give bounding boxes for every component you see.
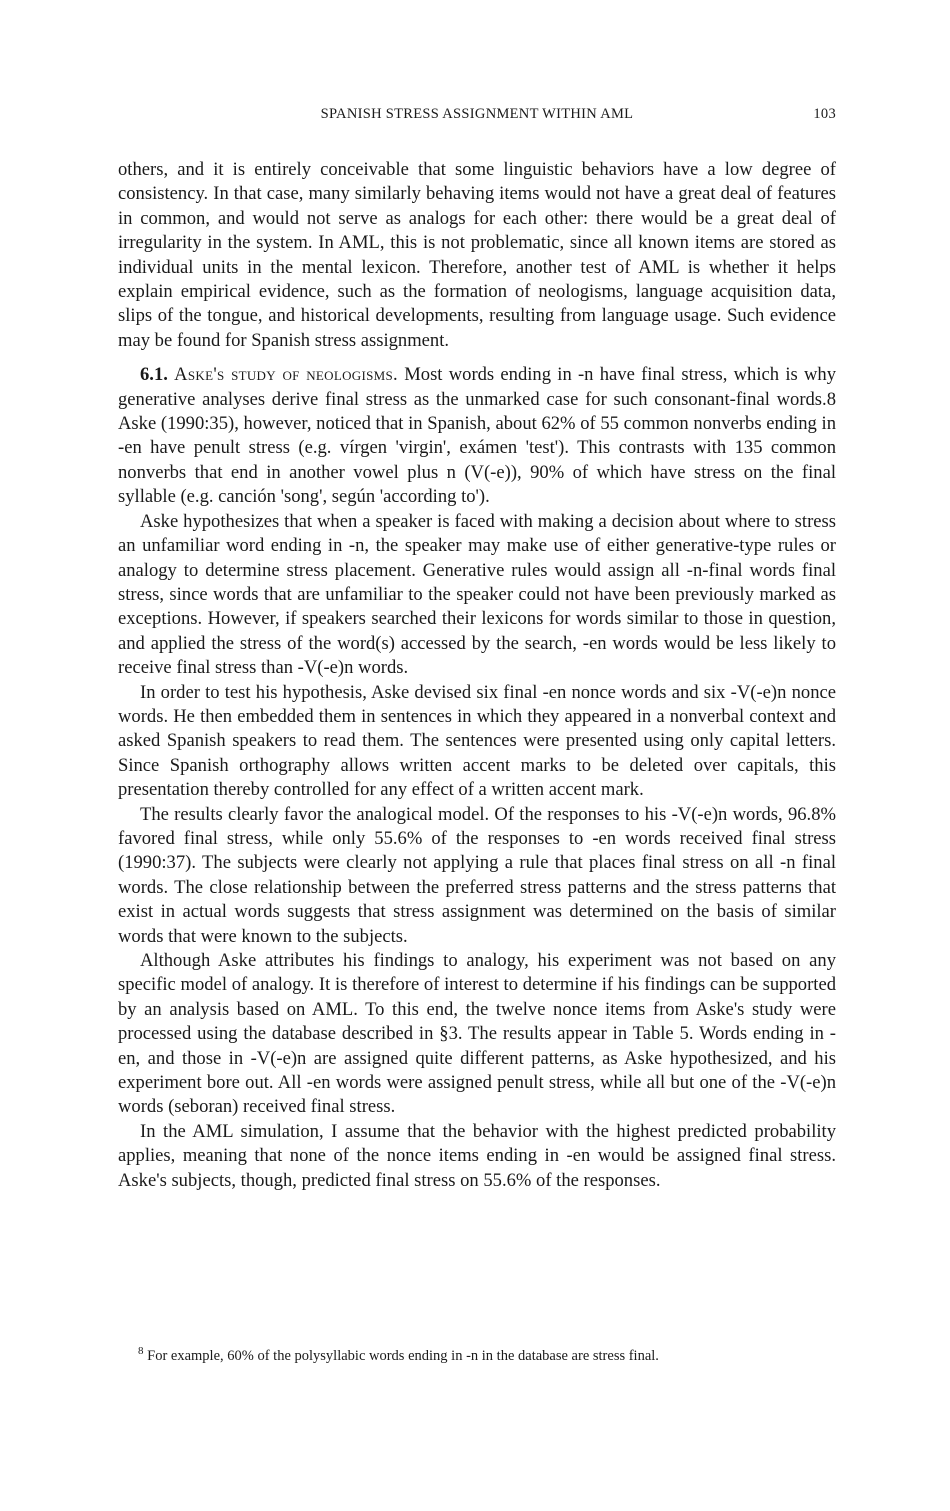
footnote-marker: 8 [138, 1345, 144, 1358]
section-heading: Aske's study of neologisms. [174, 364, 398, 386]
section-number: 6.1. [140, 364, 168, 386]
paragraph: Although Aske attributes his findings to analogy, his experiment was not based on any specific model of analogy. It is therefore of interest to determine if his findings can be supported by an analysis based on AML. To this end, the twelve nonce items from Aske's study were processed using the database described in §3. The results appear in Table 5. Words ending in -en, and those in -V(-e)n are assigned quite different patterns, as Aske hypothesized, and his experiment bore out. All -en words were assigned penult stress, while all but one of the -V(-e)n words (seboran) received final stress. [118, 950, 836, 1118]
paragraph: others, and it is entirely conceivable that some linguistic behaviors have a low degree of consistency. In that case, many similarly behaving items would not have a great deal of features in common, and would not serve as analogs for each other: there would be a great deal of irregularity in the system. In AML, this is not problematic, since all known items are stored as individual units in the mental lexicon. Therefore, another test of AML is whether it helps explain empirical evidence, such as the formation of neologisms, language acquisition data, slips of the tongue, and historical developments, resulting from language usage. Such evidence may be found for Spanish stress assignment. [118, 159, 836, 351]
page-number: 103 [813, 106, 836, 122]
running-title: SPANISH STRESS ASSIGNMENT WITHIN AML [320, 106, 634, 122]
section-paragraph [118, 363, 836, 509]
paragraph: In order to test his hypothesis, Aske devised six final -en nonce words and six -V(-e)n nonce words. He then embedded them in sentences in which they appeared in a nonverbal context and asked Spanish speakers to read them. The sentences were presented using only capital letters. Since Spanish orthography allows written accent marks to be deleted over capitals, this presentation thereby controlled for any effect of a written accent mark. [118, 681, 836, 801]
footnote [118, 1346, 836, 1366]
paragraph: The results clearly favor the analogical model. Of the responses to his -V(-e)n words, 96.8% favored final stress, while only 55.6% of the responses to -en words received final stress (1990:37). The subjects were clearly not applying a rule that places final stress on all -n final words. The close relationship between the preferred stress patterns and the stress patterns that exist in actual words suggests that stress assignment was determined on the basis of similar words that were known to the subjects. [118, 803, 836, 947]
paragraph: Aske hypothesizes that when a speaker is faced with making a decision about where to stress an unfamiliar word ending in -n, the speaker may make use of either generative-type rules or analogy to determine stress placement. Generative rules would assign all -n-final words final stress, since words that are unfamiliar to the speaker could not have been previously marked as exceptions. However, if speakers searched their lexicons for words similar to those in question, and applied the stress of the word(s) accessed by the search, -en words would be less likely to receive final stress than -V(-e)n words. [118, 510, 836, 679]
footnote-text: For example, 60% of the polysyllabic words ending in -n in the database are stress final. [147, 1348, 659, 1364]
paragraph: In the AML simulation, I assume that the behavior with the highest predicted probability applies, meaning that none of the nonce items ending in -en would be assigned final stress. Aske's subjects, though, predicted final stress on 55.6% of the responses. [118, 1120, 836, 1191]
main-text [118, 158, 836, 1193]
section-text: Most words ending in -n have final stress, which is why generative analyses derive final stress as the unmarked case for such consonant-final words.8 Aske (1990:35), however, noticed that in Spanish, about 62% of 55 common nonverbs ending in -en have penult stress (e.g. vírgen 'virgin', exámen 'test'). This contrasts with 135 common nonverbs that end in another vowel plus n (V(-e)), 90% of which have stress on the final syllable (e.g. canción 'song', según 'according to'). [118, 364, 837, 508]
